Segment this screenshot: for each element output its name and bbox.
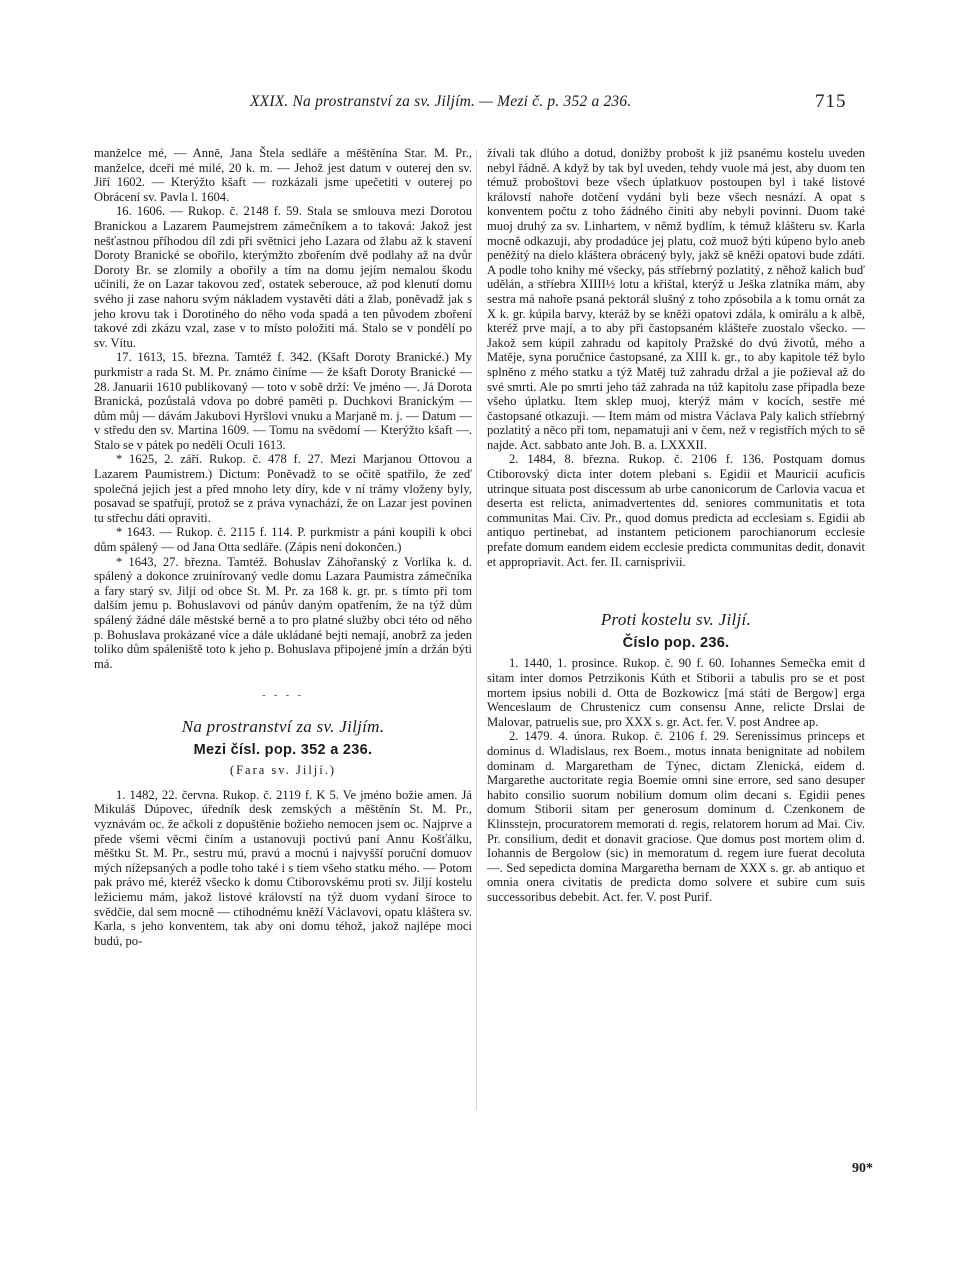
paragraph: * 1625, 2. září. Rukop. č. 478 f. 27. Mezi Marjanou Ottovou a Lazarem Paumistrem.) Dictum: Poněvadž to se očitě spatřilo, že zeď společná jejich jest a před mnoho lety díry, kde v ní trámy vloženy byly, posavad se spatřují, protož se z práva vynachází, že on Lazar jest povinen tu střechu dáti opraviti. <box>94 452 472 525</box>
paragraph: * 1643. — Rukop. č. 2115 f. 114. P. purkmistr a páni koupili k obci dům spálený — od Jana Otta sedláře. (Zápis není dokončen.) <box>94 525 472 555</box>
paragraph: žívali tak dlúho a dotud, donižby probošt k již psanému kostelu uveden nebyl řádně. A když by tak byl uveden, tehdy vuole má jest, aby duom ten témuž proboštovi beze všech úplatkuov postoupen byl i také listové královstí nahoře dotčení vydáni byli beze všech nesnází. A opat s konventem počtu z toho žádného činiti aby nebyli povinni. Duom také muoj druhý za sv. Linhartem, v němž bydlím, k témuž klášteru sv. Karla mocně odkazuji, aby prodadúce jej platu, což muož býti kúpeno bylo aneb peněžitý na dielo kláštera obrácený byly, jakž sě kněži opatovi bude zdáti. A podle toho knihy mé všecky, pás stříebrný pozlatitý, z něhož kalich buď udělán, a stříebra XIIII½ lotu a křištal, kterýž u Ješka zlatníka mám, aby sestra má nahoře psaná pektorál slušný z toho zpósobila a k tomu ornát za X k. gr. kúpila barvy, kteráž by se kněži opatovi zdála, k omirálu a k albě, kteréž prve mají, a to aby při častopsaném klášteře zuostalo všecko. — Jakož sem kúpil zahradu od kapitoly Pražské do dvú životů, mého a Matěje, syna poručnice častopsané, za XIII k. gr., to aby kapitole též bylo splněno z mého statku a týž Matěj tuž zahradu držal a jie požieval až do své smrti. Ale po smrti jeho táž zahrada na túž kapitolu zase připadla beze všeho úplatku. Item sklep muoj, kterýž mám v kocích, sestře mé častopsané otkazuji. — Item mám od mistra Václava Paly kalich stříebrný pozlatitý a něco při tom, nepamatuji ani v čem, než v registřích mých to sě najde. Act. sabbato ante Joh. B. a. LXXXII. <box>487 146 865 452</box>
paragraph: 17. 1613, 15. března. Tamtéž f. 342. (Kšaft Doroty Branické.) My purkmistr a rada St. M. Pr. známo činíme — že kšaft Doroty Branické — 28. Januarii 1610 publikovaný — toto v sobě drží: Ve jméno —. Já Dorota Branická, pozůstalá vdova po dobré paměti p. Duchkovi Branickým — dům můj — dávám Jakubovi Hyršlovi vnuku a Marjaně m. j. — Datum — v středu den sv. Martina 1609. — Tomu na svědomí — Kterýžto kšaft —. Stalo se v pátek po neděli Oculi 1613. <box>94 350 472 452</box>
spacer <box>487 569 865 613</box>
paragraph: 2. 1484, 8. března. Rukop. č. 2106 f. 136. Postquam domus Ctiborovský dicta inter dotem plebani s. Egidii et Mauricii acuficis utrinque situata post discessum ab urbe canonicorum de Carlovia vacua et deserta est relicta, animadvertentes dd. seniores communitatis et tota communitas Mai. Civ. Pr., quod domus predicta ad ecclesiam s. Egidii ab antiquo pertinebat, ad instantem peticionem parochianorum ecclesie prefate domum eandem eidem ecclesie predicta communitas dedit, donavit et appropriavit. Act. fer. II. carnisprivii. <box>487 452 865 569</box>
paragraph: 1. 1482, 22. června. Rukop. č. 2119 f. K 5. Ve jméno božie amen. Já Mikuláš Dúpovec, úředník desk zemských a měštěnín St. M. Pr., vyznávám oc. že ačkoli z dopuštěnie božieho nemocen jsem oc. Najprve a přede všemi věcmi činím a ustanovuji poctivú paní Annu Košťálku, měštku St. M. Pr., sestru mú, pravú a mocnú i najvyšší poruční domuov mých nížepsaných a podle toho také i s tiem všeho statku mého. — Potom pak právo mé, kteréž všecko k domu Ctiborovskému proti sv. Jiljí kostelu ležiciemu mám, jakož listové královstí na týž duom vydaní široce to svědčie, dal sem mocně — ctihodnému kněží Václavovi, opatu kláštera sv. Karla, s jeho konventem, tak aby oni domu téhož, jakož najlépe moci budú, po- <box>94 787 472 948</box>
paragraph: manželce mé, — Anně, Jana Štela sedláře a měštěnína Star. M. Pr., manželce, dceři mé milé, 20 k. m. — Jehož jest datum v outerej den sv. Jiří 1602. — Kterýžto kšaft — rozkázali jsme upečetiti v outerej po Obrácení sv. Pavla l. 1604. <box>94 146 472 204</box>
section-title: Na prostranství za sv. Jiljím. <box>181 716 385 736</box>
column-divider <box>476 150 477 1110</box>
running-title: XXIX. Na prostranství za sv. Jiljím. — Mezi č. p. 352 a 236. <box>250 93 632 110</box>
paragraph: 2. 1479. 4. února. Rukop. č. 2106 f. 29. Serenissimus princeps et dominus d. Wladislaus, rex Boem., motus innata benignitate ad nobilem dominam d. Margaretham de Týnec, dictam Zlenická, eidem d. Margarethe auctoritate regia Boemie omni sine errore, sed sano desuper habito consilio suorum nobilium domum olim decani s. Egidii penes domum Stiborii sitam per generosum dominum d. Czenkonem de Klinsstejn, procuratorem memorati d. regis, relatorem horum ad Mai. Civ. Pr. consilium, dedit et donavit graciose. Que domus post mortem olim d. Iohannis de Bergolow (sic) in memoratum d. regem iure fuerat decoluta —. Sed sepedicta domina Margaretha bernam de XXX s. gr. ab antiquo et omnia onera civitatis de predicta domo solvere et subire cum suis successoribus debebit. Act. fer. V. post Purif. <box>487 729 865 904</box>
section-subtitle: Číslo pop. 236. <box>622 634 730 651</box>
right-column <box>487 146 865 905</box>
section-note: (Fara sv. Jiljí.) <box>229 763 337 778</box>
section-title: Proti kostelu sv. Jiljí. <box>600 610 752 630</box>
running-head <box>0 93 960 117</box>
paragraph: 1. 1440, 1. prosince. Rukop. č. 90 f. 60. Iohannes Semečka emit d sitam inter domos Petrzikonis Kúth et Stiborii a tabulis pro se et post mortem ipsius nobili d. Otta de Bozkowicz [má státi de Bergow] erga Wenceslaum de Chrustenicz cum consensu Anne, relicte Drslai de Malovar, patruelis sue, pro XXX s. gr. Act. fer. V. post Andree ap. <box>487 656 865 729</box>
section-ornament: - - - - <box>262 690 304 702</box>
left-column <box>94 146 472 948</box>
paragraph: 16. 1606. — Rukop. č. 2148 f. 59. Stala se smlouva mezi Dorotou Branickou a Lazarem Paumejstrem zámečníkem a to taková: Jakož jest nešťastnou příhodou díl zdi při světnici jeho Lazara od žlabu až k stavení Doroty Branické se obořilo, kterýmžto zbořením dvě podlahy až na dvůr Doroty Br. se zlomily a obořily a tím na domu jejím nemalou škodu učinili, že on Lazar takovou zeď, ostatek seberouce, až pod klenutí domu svého ji zase nahoru svým nákladem vystavěti dáti a žlab, poněvadž jak s jeho krovu tak i Dorotiného do něho voda spadá a ten původem zboření takové zdi zkázu vzal, zase v to místo položiti má. Stalo se v pondělí po sv. Vítu. <box>94 204 472 350</box>
page-number: 715 <box>815 91 847 112</box>
signature-mark: 90* <box>852 1161 873 1176</box>
paragraph: * 1643, 27. března. Tamtéž. Bohuslav Záhořanský z Vorlíka k. d. spálený a dokonce zruinírovaný vedle domu Lazara Paumistra zámečníka a fary starý sv. Jiljí od obce St. M. Pr. za 168 k. gr. pr. s tímto při tom dalším jemu p. Bohuslavovi od pánův daným opatřením, že na týž dům spálený žádné dále městské berně a to pro platné služby obci této od něho p. Bohuslava prokázané více a dále ukládané bejti nemají, anobrž za jeden toliko dům spáleniště toto k jeho p. Bohuslava připojené jmín a držán býti má. <box>94 554 472 671</box>
section-subtitle: Mezi čísl. pop. 352 a 236. <box>193 741 373 758</box>
